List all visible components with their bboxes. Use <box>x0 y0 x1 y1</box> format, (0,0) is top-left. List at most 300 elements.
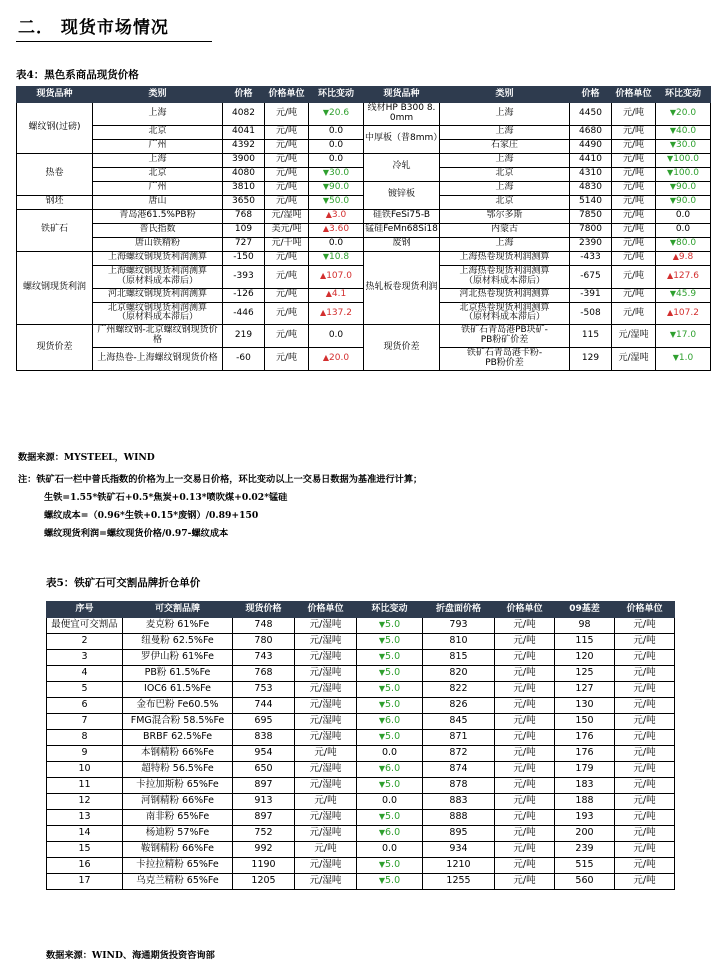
cell-category-right: 鄂尔多斯 <box>440 209 570 223</box>
cell-category-left: 唐山铁精粉 <box>93 237 223 251</box>
th-change-left: 环比变动 <box>309 87 364 103</box>
cell-category-left: 北京螺纹钢现货利润测算 （原材料成本滞后） <box>93 302 223 325</box>
cell-serial: 12 <box>47 794 123 810</box>
cell-spot-price: 897 <box>233 778 295 794</box>
cell-category-left: 河北螺纹钢现货利润测算 <box>93 288 223 302</box>
cell-product-left: 现货价差 <box>17 325 93 371</box>
th-brand: 可交割品牌 <box>123 602 233 618</box>
cell-futures-price: 826 <box>423 698 495 714</box>
cell-change: ▼5.0 <box>357 650 423 666</box>
table5-source: 数据来源：WIND、海通期货投资咨询部 <box>46 950 215 961</box>
th-spot-price: 现货价格 <box>233 602 295 618</box>
cell-change-left: 0.0 <box>309 325 364 348</box>
table5-caption: 表5：铁矿石可交割品牌折仓单价 <box>46 577 201 589</box>
cell-product-right: 现货价差 <box>364 325 440 371</box>
cell-unit-left: 元/吨 <box>265 125 309 139</box>
th-price-right: 价格 <box>570 87 612 103</box>
cell-category-left: 广州螺纹钢-北京螺纹钢现货价格 <box>93 325 223 348</box>
cell-brand: 杨迪粉 57%Fe <box>123 826 233 842</box>
cell-category-right: 石家庄 <box>440 139 570 153</box>
table-row <box>17 153 711 167</box>
spot-price-table <box>16 86 711 371</box>
cell-spot-price: 768 <box>233 666 295 682</box>
cell-price-unit-3: 元/吨 <box>615 746 675 762</box>
cell-category-left: 上海螺纹钢现货利润测算 <box>93 251 223 265</box>
cell-price-unit-3: 元/吨 <box>615 778 675 794</box>
cell-spot-price: 695 <box>233 714 295 730</box>
cell-spot-price: 780 <box>233 634 295 650</box>
table-row <box>47 730 675 746</box>
cell-unit-right: 元/吨 <box>612 125 656 139</box>
cell-price-unit-2: 元/吨 <box>495 746 555 762</box>
cell-unit-right: 元/吨 <box>612 209 656 223</box>
cell-futures-price: 888 <box>423 810 495 826</box>
table-row <box>47 794 675 810</box>
cell-spot-price: 897 <box>233 810 295 826</box>
cell-change-left: 0.0 <box>309 237 364 251</box>
cell-price-unit-2: 元/吨 <box>495 698 555 714</box>
cell-basis-09: 188 <box>555 794 615 810</box>
cell-price-right: -433 <box>570 251 612 265</box>
table-row <box>47 746 675 762</box>
cell-category-left: 北京 <box>93 125 223 139</box>
cell-change-right: 0.0 <box>656 209 711 223</box>
cell-price-right: 4310 <box>570 167 612 181</box>
cell-spot-price: 753 <box>233 682 295 698</box>
cell-change: ▼6.0 <box>357 762 423 778</box>
cell-serial: 16 <box>47 858 123 874</box>
table5-body <box>47 618 675 890</box>
cell-price-right: 4450 <box>570 103 612 126</box>
table5-head <box>47 602 675 618</box>
table4-source: 数据来源：MYSTEEL，WIND <box>18 452 155 463</box>
cell-change: ▼5.0 <box>357 858 423 874</box>
cell-price-right: 4490 <box>570 139 612 153</box>
cell-brand: PB粉 61.5%Fe <box>123 666 233 682</box>
cell-brand: 超特粉 56.5%Fe <box>123 762 233 778</box>
cell-change: ▼5.0 <box>357 810 423 826</box>
cell-category-left: 广州 <box>93 181 223 195</box>
cell-category-left: 广州 <box>93 139 223 153</box>
cell-price-unit-1: 元/湿吨 <box>295 762 357 778</box>
cell-serial: 3 <box>47 650 123 666</box>
cell-price-unit-2: 元/吨 <box>495 618 555 634</box>
note-line-2: 生铁=1.55*铁矿石+0.5*焦炭+0.13*喷吹煤+0.02*锰硅 <box>44 491 288 503</box>
table-row <box>17 125 711 139</box>
cell-unit-right: 元/吨 <box>612 251 656 265</box>
cell-price-left: -60 <box>223 348 265 371</box>
th-price-unit-2: 价格单位 <box>495 602 555 618</box>
cell-product-left: 铁矿石 <box>17 209 93 251</box>
cell-product-right: 锰硅FeMn68Si18 <box>364 223 440 237</box>
cell-price-right: 4830 <box>570 181 612 195</box>
cell-price-unit-3: 元/吨 <box>615 682 675 698</box>
th-futures-price: 折盘面价格 <box>423 602 495 618</box>
table-row <box>47 874 675 890</box>
cell-unit-left: 元/吨 <box>265 167 309 181</box>
cell-futures-price: 1255 <box>423 874 495 890</box>
cell-basis-09: 176 <box>555 730 615 746</box>
cell-serial: 13 <box>47 810 123 826</box>
cell-unit-right: 元/吨 <box>612 302 656 325</box>
cell-change-left: 0.0 <box>309 153 364 167</box>
cell-change-left: ▲137.2 <box>309 302 364 325</box>
cell-unit-right: 元/湿吨 <box>612 348 656 371</box>
cell-category-right: 上海热卷现货利润测算 <box>440 251 570 265</box>
cell-unit-left: 美元/吨 <box>265 223 309 237</box>
table-row <box>47 682 675 698</box>
cell-price-unit-2: 元/吨 <box>495 650 555 666</box>
cell-futures-price: 793 <box>423 618 495 634</box>
cell-change-left: 0.0 <box>309 125 364 139</box>
cell-price-left: 3900 <box>223 153 265 167</box>
table5-header-row <box>47 602 675 618</box>
cell-product-right: 热轧板卷现货利润 <box>364 251 440 325</box>
cell-futures-price: 1210 <box>423 858 495 874</box>
cell-unit-left: 元/吨 <box>265 302 309 325</box>
cell-category-left: 青岛港61.5%PB粉 <box>93 209 223 223</box>
table-row <box>47 650 675 666</box>
cell-basis-09: 125 <box>555 666 615 682</box>
cell-price-unit-2: 元/吨 <box>495 858 555 874</box>
cell-price-right: 4680 <box>570 125 612 139</box>
cell-change-left: ▲107.0 <box>309 265 364 288</box>
cell-unit-right: 元/吨 <box>612 265 656 288</box>
cell-price-unit-1: 元/湿吨 <box>295 858 357 874</box>
table-row <box>47 842 675 858</box>
cell-price-left: 3810 <box>223 181 265 195</box>
cell-brand: 本钢精粉 66%Fe <box>123 746 233 762</box>
table-row <box>47 810 675 826</box>
cell-category-right: 铁矿石青岛港PB块矿- PB粉矿价差 <box>440 325 570 348</box>
cell-product-right: 中厚板（普8mm） <box>364 125 440 153</box>
cell-unit-left: 元/吨 <box>265 251 309 265</box>
cell-futures-price: 871 <box>423 730 495 746</box>
cell-brand: IOC6 61.5%Fe <box>123 682 233 698</box>
cell-futures-price: 820 <box>423 666 495 682</box>
cell-unit-right: 元/湿吨 <box>612 325 656 348</box>
cell-change-right: ▼100.0 <box>656 167 711 181</box>
cell-category-left: 唐山 <box>93 195 223 209</box>
cell-change-left: ▲3.60 <box>309 223 364 237</box>
cell-change-right: ▲127.6 <box>656 265 711 288</box>
table-row <box>47 858 675 874</box>
cell-serial: 9 <box>47 746 123 762</box>
cell-price-unit-3: 元/吨 <box>615 858 675 874</box>
cell-change-left: ▼20.6 <box>309 103 364 126</box>
cell-change-right: ▼100.0 <box>656 153 711 167</box>
cell-price-unit-1: 元/湿吨 <box>295 618 357 634</box>
th-category-left: 类别 <box>93 87 223 103</box>
cell-price-unit-1: 元/吨 <box>295 794 357 810</box>
cell-unit-left: 元/吨 <box>265 265 309 288</box>
cell-product-right: 硅铁FeSi75-B <box>364 209 440 223</box>
cell-price-unit-2: 元/吨 <box>495 826 555 842</box>
cell-price-left: -150 <box>223 251 265 265</box>
cell-change-right: ▼80.0 <box>656 237 711 251</box>
cell-price-right: 2390 <box>570 237 612 251</box>
cell-futures-price: 815 <box>423 650 495 666</box>
cell-price-left: 109 <box>223 223 265 237</box>
table-row <box>17 251 711 265</box>
cell-category-right: 河北热卷现货利润测算 <box>440 288 570 302</box>
th-change-right: 环比变动 <box>656 87 711 103</box>
th-unit-right: 价格单位 <box>612 87 656 103</box>
cell-change-left: ▼50.0 <box>309 195 364 209</box>
cell-basis-09: 130 <box>555 698 615 714</box>
cell-price-left: 4041 <box>223 125 265 139</box>
deliverable-brands-table <box>46 601 675 890</box>
cell-product-right: 镀锌板 <box>364 181 440 209</box>
cell-brand: 乌克兰精粉 65%Fe <box>123 874 233 890</box>
cell-unit-right: 元/吨 <box>612 103 656 126</box>
table-row <box>47 778 675 794</box>
cell-change-right: ▼90.0 <box>656 195 711 209</box>
cell-change-left: ▲3.0 <box>309 209 364 223</box>
cell-price-unit-1: 元/湿吨 <box>295 730 357 746</box>
cell-basis-09: 115 <box>555 634 615 650</box>
cell-price-right: 5140 <box>570 195 612 209</box>
th-serial: 序号 <box>47 602 123 618</box>
table4-caption: 表4：黑色系商品现货价格 <box>16 69 139 81</box>
table-row <box>47 618 675 634</box>
cell-price-right: -508 <box>570 302 612 325</box>
cell-change: ▼5.0 <box>357 778 423 794</box>
cell-serial: 8 <box>47 730 123 746</box>
cell-category-left: 上海 <box>93 103 223 126</box>
cell-futures-price: 845 <box>423 714 495 730</box>
table4-body <box>17 103 711 371</box>
table-row <box>47 714 675 730</box>
cell-price-left: 3650 <box>223 195 265 209</box>
cell-change-right: ▼90.0 <box>656 181 711 195</box>
cell-unit-left: 元/吨 <box>265 288 309 302</box>
cell-price-left: -446 <box>223 302 265 325</box>
cell-price-unit-2: 元/吨 <box>495 794 555 810</box>
cell-spot-price: 992 <box>233 842 295 858</box>
cell-price-unit-2: 元/吨 <box>495 762 555 778</box>
page-title: 二． 现货市场情况 <box>18 18 169 38</box>
cell-price-unit-1: 元/湿吨 <box>295 714 357 730</box>
cell-change: ▼6.0 <box>357 714 423 730</box>
table-row <box>47 826 675 842</box>
th-price-unit-3: 价格单位 <box>615 602 675 618</box>
cell-price-left: 219 <box>223 325 265 348</box>
cell-category-right: 北京热卷现货利润测算 （原材料成本滞后） <box>440 302 570 325</box>
table4-header-row <box>17 87 711 103</box>
cell-basis-09: 176 <box>555 746 615 762</box>
cell-serial: 10 <box>47 762 123 778</box>
cell-futures-price: 822 <box>423 682 495 698</box>
cell-unit-left: 元/湿吨 <box>265 209 309 223</box>
cell-price-unit-3: 元/吨 <box>615 762 675 778</box>
cell-product-left: 螺纹钢现货利润 <box>17 251 93 325</box>
cell-price-right: -391 <box>570 288 612 302</box>
cell-price-unit-1: 元/湿吨 <box>295 634 357 650</box>
note-line-3: 螺纹成本=（0.96*生铁+0.15*废钢）/0.89+150 <box>44 509 259 521</box>
cell-brand: 河钢精粉 66%Fe <box>123 794 233 810</box>
cell-price-unit-1: 元/湿吨 <box>295 826 357 842</box>
cell-price-unit-2: 元/吨 <box>495 810 555 826</box>
cell-product-left: 螺纹钢(过磅) <box>17 103 93 154</box>
cell-category-left: 上海 <box>93 153 223 167</box>
cell-price-unit-1: 元/湿吨 <box>295 650 357 666</box>
th-category-right: 类别 <box>440 87 570 103</box>
cell-serial: 6 <box>47 698 123 714</box>
cell-unit-left: 元/吨 <box>265 181 309 195</box>
cell-serial: 最便宜可交割品 <box>47 618 123 634</box>
cell-brand: 卡拉拉精粉 65%Fe <box>123 858 233 874</box>
table4-container <box>16 67 710 371</box>
cell-price-left: -393 <box>223 265 265 288</box>
cell-basis-09: 179 <box>555 762 615 778</box>
cell-price-unit-1: 元/湿吨 <box>295 778 357 794</box>
cell-change-right: 0.0 <box>656 223 711 237</box>
cell-price-unit-2: 元/吨 <box>495 682 555 698</box>
cell-futures-price: 934 <box>423 842 495 858</box>
cell-price-left: 768 <box>223 209 265 223</box>
cell-change: ▼5.0 <box>357 634 423 650</box>
cell-price-right: 7850 <box>570 209 612 223</box>
cell-price-unit-1: 元/吨 <box>295 746 357 762</box>
cell-futures-price: 895 <box>423 826 495 842</box>
cell-change: ▼5.0 <box>357 666 423 682</box>
cell-change: ▼6.0 <box>357 826 423 842</box>
cell-category-left: 普氏指数 <box>93 223 223 237</box>
cell-category-right: 上海 <box>440 103 570 126</box>
cell-category-right: 上海 <box>440 125 570 139</box>
cell-unit-left: 元/吨 <box>265 139 309 153</box>
cell-price-left: 4392 <box>223 139 265 153</box>
cell-price-left: 4080 <box>223 167 265 181</box>
cell-serial: 4 <box>47 666 123 682</box>
cell-brand: 鞍钢精粉 66%Fe <box>123 842 233 858</box>
table-row <box>17 223 711 237</box>
th-unit-left: 价格单位 <box>265 87 309 103</box>
cell-unit-right: 元/吨 <box>612 181 656 195</box>
cell-brand: BRBF 62.5%Fe <box>123 730 233 746</box>
table-row <box>47 762 675 778</box>
cell-product-right: 线材HP B300 8.0mm <box>364 103 440 126</box>
table4-head <box>17 87 711 103</box>
cell-category-left: 上海螺纹钢现货利润测算 （原材料成本滞后） <box>93 265 223 288</box>
cell-category-right: 上海 <box>440 153 570 167</box>
cell-spot-price: 838 <box>233 730 295 746</box>
cell-change: ▼5.0 <box>357 730 423 746</box>
cell-spot-price: 954 <box>233 746 295 762</box>
cell-unit-right: 元/吨 <box>612 139 656 153</box>
cell-price-unit-3: 元/吨 <box>615 730 675 746</box>
cell-price-right: 115 <box>570 325 612 348</box>
cell-spot-price: 748 <box>233 618 295 634</box>
cell-unit-left: 元/干吨 <box>265 237 309 251</box>
cell-price-unit-3: 元/吨 <box>615 666 675 682</box>
cell-serial: 17 <box>47 874 123 890</box>
cell-futures-price: 872 <box>423 746 495 762</box>
cell-change-right: ▼1.0 <box>656 348 711 371</box>
cell-price-right: -675 <box>570 265 612 288</box>
cell-change: 0.0 <box>357 842 423 858</box>
cell-price-right: 7800 <box>570 223 612 237</box>
cell-category-right: 内蒙古 <box>440 223 570 237</box>
cell-serial: 11 <box>47 778 123 794</box>
cell-change-left: ▼90.0 <box>309 181 364 195</box>
table-row <box>17 237 711 251</box>
cell-change-right: ▼20.0 <box>656 103 711 126</box>
cell-basis-09: 150 <box>555 714 615 730</box>
cell-unit-left: 元/吨 <box>265 348 309 371</box>
cell-price-unit-2: 元/吨 <box>495 634 555 650</box>
cell-spot-price: 744 <box>233 698 295 714</box>
cell-price-unit-2: 元/吨 <box>495 666 555 682</box>
cell-price-unit-3: 元/吨 <box>615 826 675 842</box>
table5-container <box>46 601 674 890</box>
cell-serial: 7 <box>47 714 123 730</box>
cell-price-unit-3: 元/吨 <box>615 810 675 826</box>
cell-unit-right: 元/吨 <box>612 288 656 302</box>
table-row <box>47 698 675 714</box>
cell-change-left: ▼30.0 <box>309 167 364 181</box>
cell-unit-right: 元/吨 <box>612 195 656 209</box>
cell-futures-price: 878 <box>423 778 495 794</box>
cell-brand: 罗伊山粉 61%Fe <box>123 650 233 666</box>
cell-spot-price: 752 <box>233 826 295 842</box>
table-row <box>47 666 675 682</box>
report-page <box>0 13 724 966</box>
cell-price-unit-3: 元/吨 <box>615 634 675 650</box>
cell-basis-09: 120 <box>555 650 615 666</box>
cell-basis-09: 560 <box>555 874 615 890</box>
cell-unit-right: 元/吨 <box>612 153 656 167</box>
cell-change-right: ▼45.9 <box>656 288 711 302</box>
cell-change: 0.0 <box>357 746 423 762</box>
th-change: 环比变动 <box>357 602 423 618</box>
table-row <box>17 325 711 348</box>
note-line-4: 螺纹现货利润=螺纹现货价格/0.97-螺纹成本 <box>44 527 229 539</box>
cell-category-right: 上海 <box>440 181 570 195</box>
cell-price-left: -126 <box>223 288 265 302</box>
cell-serial: 14 <box>47 826 123 842</box>
cell-futures-price: 810 <box>423 634 495 650</box>
cell-unit-left: 元/吨 <box>265 195 309 209</box>
table4-notes <box>18 449 718 543</box>
cell-change: ▼5.0 <box>357 698 423 714</box>
cell-product-left: 钢坯 <box>17 195 93 209</box>
cell-basis-09: 515 <box>555 858 615 874</box>
th-product-right: 现货品种 <box>364 87 440 103</box>
cell-product-left: 热卷 <box>17 153 93 195</box>
cell-category-right: 铁矿石青岛港卡粉- PB粉价差 <box>440 348 570 371</box>
cell-spot-price: 743 <box>233 650 295 666</box>
cell-basis-09: 239 <box>555 842 615 858</box>
cell-price-unit-3: 元/吨 <box>615 714 675 730</box>
cell-futures-price: 883 <box>423 794 495 810</box>
cell-price-unit-2: 元/吨 <box>495 874 555 890</box>
cell-price-unit-3: 元/吨 <box>615 874 675 890</box>
cell-category-left: 上海热卷-上海螺纹钢现货价格 <box>93 348 223 371</box>
cell-serial: 2 <box>47 634 123 650</box>
cell-brand: 麦克粉 61%Fe <box>123 618 233 634</box>
cell-price-unit-2: 元/吨 <box>495 730 555 746</box>
cell-price-unit-2: 元/吨 <box>495 842 555 858</box>
table-row <box>17 181 711 195</box>
cell-price-left: 4082 <box>223 103 265 126</box>
cell-serial: 5 <box>47 682 123 698</box>
cell-change-right: ▼30.0 <box>656 139 711 153</box>
cell-price-unit-1: 元/湿吨 <box>295 874 357 890</box>
cell-basis-09: 183 <box>555 778 615 794</box>
cell-product-right: 废钢 <box>364 237 440 251</box>
